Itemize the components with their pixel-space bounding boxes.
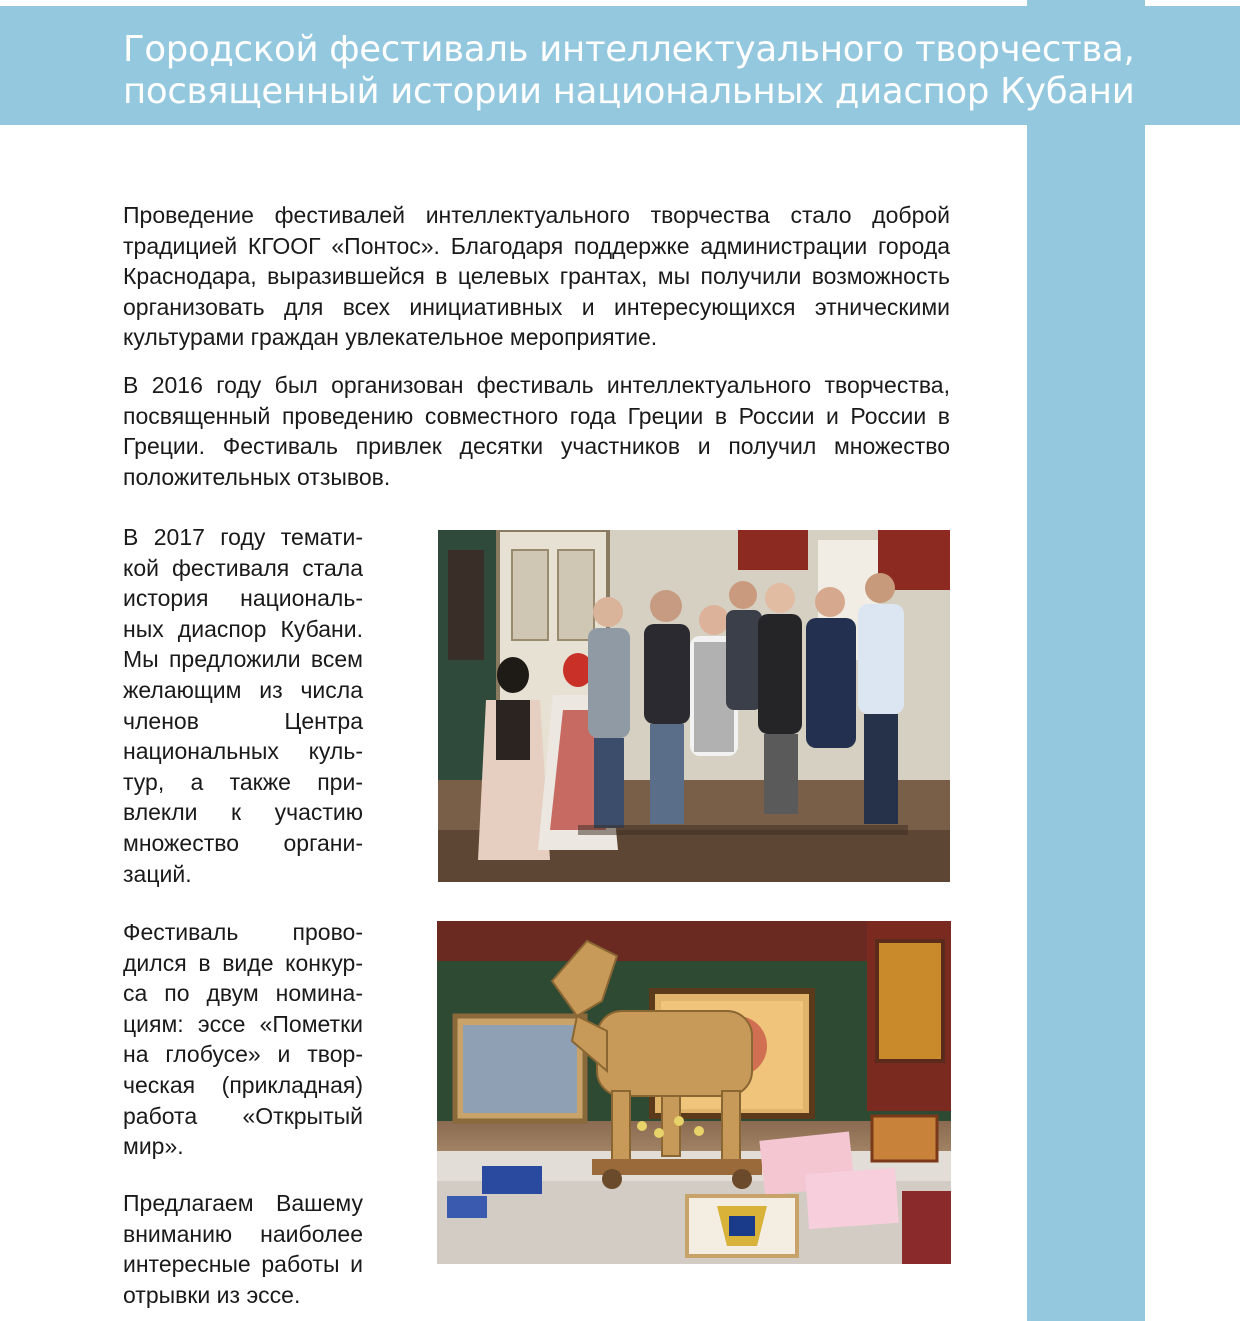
side-accent-bar: [1027, 0, 1145, 1321]
festival-2016-paragraph: В 2016 году был организован фестиваль интеллектуального творчества, посвященный проведению совместного года Греции в России и России в Греции. Фестиваль привлек десятки участников и получил множество положительных отзывов.: [123, 372, 950, 490]
straw-horse-exhibit-photo: [437, 921, 951, 1264]
page-title-line-1: Городской фестиваль интеллектуального творчества,: [123, 29, 1135, 70]
page-title: [123, 29, 1233, 113]
nominations-paragraph: Фестиваль проводился в виде конкурса по двум номинациям: эссе «Пометки на глобусе» и творческая (прикладная) работа «Открытый мир».: [123, 919, 363, 1160]
page-title-line-2: посвященный истории национальных диаспор Кубани: [123, 71, 1135, 112]
header-band: [0, 6, 1240, 125]
intro-paragraph: Проведение фестивалей интеллектуального творчества стало доброй традицией КГООГ «Понтос». Благодаря поддержке администрации города Краснодара, выразившейся в целевых грантах, мы получили возможность организовать для всех инициативных и интересующихся этническими культурами граждан увлекательное мероприятие.: [123, 202, 950, 351]
participants-group-photo: [438, 530, 950, 882]
festival-2017-paragraph: В 2017 году тематикой фестиваля стала история национальных диаспор Кубани. Мы предложили всем желающим из числа членов Центра национальных культур, а также привлекли к участию множество организаций.: [123, 524, 363, 887]
closing-paragraph: Предлагаем Вашему вниманию наиболее интересные работы и отрывки из эссе.: [123, 1190, 363, 1308]
